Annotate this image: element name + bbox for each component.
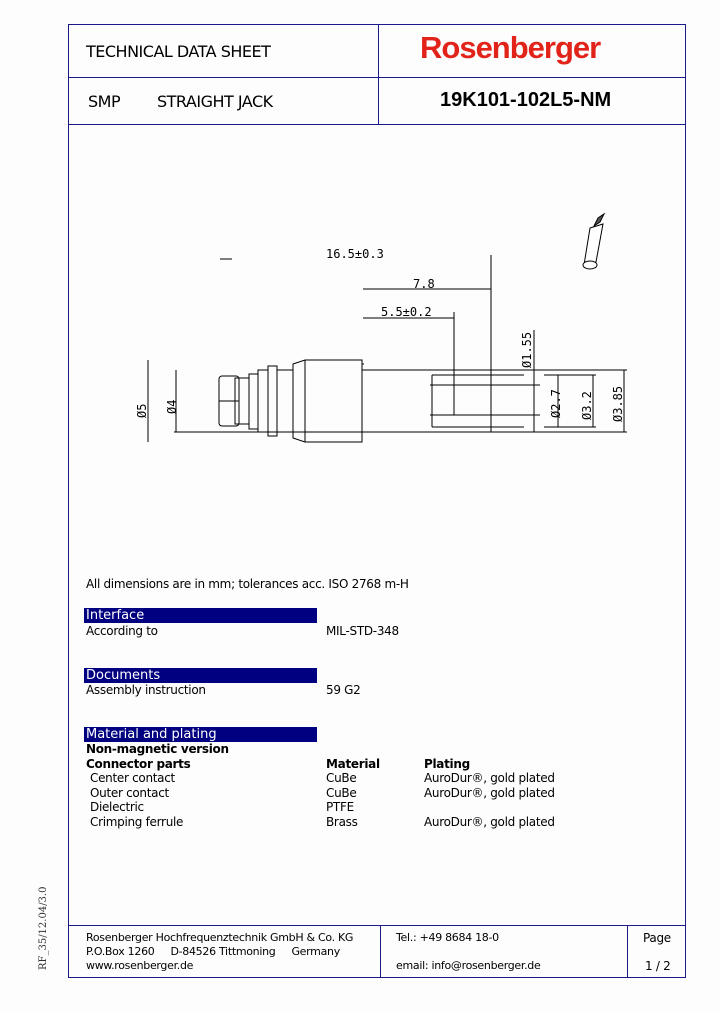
part-plating: AuroDur®, gold plated — [424, 815, 555, 829]
connector-thumbnail-icon — [583, 214, 604, 269]
part-name: Outer contact — [90, 786, 169, 800]
dim-d27: Ø2.7 — [549, 389, 563, 418]
company-name: Rosenberger Hochfrequenztechnik GmbH & Co. KG — [86, 931, 354, 944]
email-row — [396, 959, 540, 972]
product-type: STRAIGHT JACK — [157, 92, 273, 111]
material-version: Non-magnetic version — [86, 742, 229, 756]
documents-value: 59 G2 — [326, 683, 361, 697]
part-plating: AuroDur®, gold plated — [424, 786, 555, 800]
section-material: Material and plating — [84, 727, 317, 742]
dim-5-5: 5.5±0.2 — [381, 305, 432, 319]
part-name: Crimping ferrule — [90, 815, 184, 829]
col-plating: Plating — [424, 757, 470, 771]
dim-d32: Ø3.2 — [580, 391, 594, 420]
document-code: RF_35/12.04/3.0 — [38, 886, 49, 970]
part-name: Dielectric — [90, 800, 144, 814]
part-material: CuBe — [326, 771, 357, 785]
dim-d5: Ø5 — [135, 403, 149, 418]
company-address: P.O.Box 1260 D-84526 Tittmoning Germany — [86, 945, 340, 958]
divider — [68, 925, 686, 926]
part-material: PTFE — [326, 800, 354, 814]
email-label: email: — [396, 959, 432, 972]
part-plating: AuroDur®, gold plated — [424, 771, 555, 785]
email-link[interactable]: info@rosenberger.de — [431, 959, 541, 972]
interface-label: According to — [86, 624, 158, 638]
series: SMP — [88, 92, 121, 111]
dim-total-length: 16.5±0.3 — [326, 247, 384, 261]
tolerance-note: All dimensions are in mm; tolerances acc. ISO 2768 m-H — [86, 577, 409, 591]
website-link[interactable]: www.rosenberger.de — [86, 959, 194, 972]
brand-logo: Rosenberger — [420, 30, 601, 65]
col-parts: Connector parts — [86, 757, 191, 771]
dim-7-8: 7.8 — [413, 277, 435, 291]
documents-label: Assembly instruction — [86, 683, 206, 697]
dim-d4: Ø4 — [165, 399, 179, 414]
telephone: Tel.: +49 8684 18-0 — [396, 931, 499, 944]
interface-value: MIL-STD-348 — [326, 624, 399, 638]
divider — [627, 925, 628, 978]
part-material: CuBe — [326, 786, 357, 800]
col-material: Material — [326, 757, 380, 771]
page-label: Page — [643, 931, 671, 945]
part-material: Brass — [326, 815, 358, 829]
section-documents: Documents — [84, 668, 317, 683]
section-interface: Interface — [84, 608, 317, 623]
dim-d155: Ø1.55 — [520, 331, 534, 368]
dim-d385: Ø3.85 — [611, 385, 625, 422]
divider — [380, 925, 381, 978]
doc-title: TECHNICAL DATA SHEET — [86, 42, 271, 61]
part-number: 19K101-102L5-NM — [440, 89, 612, 111]
page-number: 1 / 2 — [645, 959, 671, 973]
part-name: Center contact — [90, 771, 175, 785]
